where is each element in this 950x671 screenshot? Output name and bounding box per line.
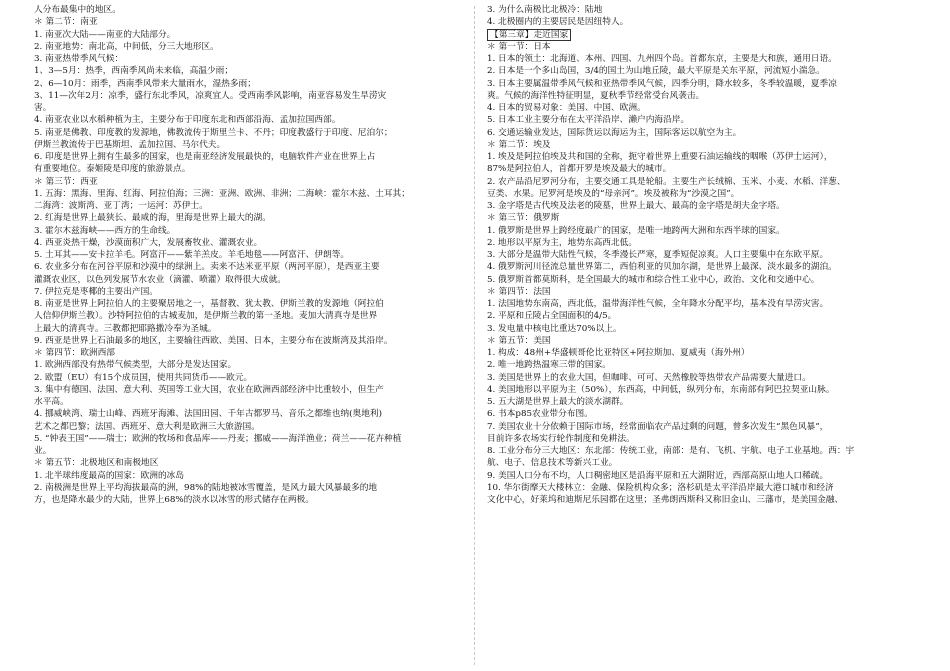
right-line: 2. 唯一地跨热温寒三带的国家。: [487, 360, 611, 371]
left-line: 2. 南极洲是世界上平均海拔最高的洲，98%的陆地被冰雪覆盖，是风力最大风暴最多的地: [34, 482, 378, 493]
right-line: 1. 埃及是阿拉伯埃及共和国的全称，扼守着世界上重要石油运输线的咽喉（苏伊士运河），: [487, 152, 833, 162]
left-line: 二海湾：波斯湾、亚丁湾；一运河：苏伊士。: [34, 201, 208, 211]
chapter-heading: [487, 29, 925, 41]
left-line: 上最大的清真寺。三教都把耶路撒冷奉为圣城。: [34, 323, 217, 334]
left-line: 3. 霍尔木兹海峡——西方的生命线。: [34, 225, 176, 236]
left-line: ＊ 第三节：西亚: [34, 176, 98, 187]
left-line: 7. 伊拉克是枣椰的主要出产国。: [34, 286, 158, 297]
right-line: 文化中心，好莱坞和迪斯尼乐园都在这里；圣弗朗西斯科又称旧金山、三藩市，是美国金融、: [487, 495, 844, 505]
left-line: 1. 欧洲西部没有热带气候类型，大部分是发达国家。: [34, 360, 237, 371]
left-line: 5. 南亚是佛教、印度教的发源地，佛教流传于斯里兰卡、不丹；印度教盛行于印度、尼泊尔；: [34, 127, 393, 138]
right-column: [487, 4, 925, 671]
right-line: 航、电子、信息技术等新兴工业。: [487, 458, 618, 469]
right-line: 爽。气候的海洋性特征明显，夏秋季节经常受台风袭击。: [487, 90, 705, 101]
right-line: 2. 日本是一个多山岛国，3/4的国土为山地丘陵，最大平原是关东平原，河流短小湍急。: [487, 66, 825, 77]
left-line: 4. 西亚炎热干燥，沙漠面积广大，发展畜牧业、灌溉农业。: [34, 237, 263, 248]
right-line: 3. 日本主要属温带季风气候和亚热带季风气候，四季分明，降水较多，冬季较温暖，夏季凉: [487, 78, 837, 89]
left-line: 2、6—10月：雨季，西南季风带来大量雨水，湿热多雨；: [34, 78, 256, 89]
right-line: 2. 地形以平原为主，地势东高西北低。: [487, 237, 638, 248]
right-line: ＊ 第三节：俄罗斯: [487, 213, 560, 224]
right-line: ＊ 第五节：美国: [487, 335, 551, 346]
right-line: 3. 发电量中核电比重达70%以上。: [487, 323, 622, 334]
right-line: 6. 书本p85农业带分布图。: [487, 409, 593, 420]
left-line: 2. 红海是世界上最狭长、最咸的海，里海是世界上最大的湖。: [34, 213, 271, 224]
left-line: 3. 南亚热带季风气候：: [34, 54, 124, 64]
right-line: 4. 北极圈内的主要居民是因纽特人。: [487, 17, 629, 28]
right-line: 1. 俄罗斯是世界上跨经度最广的国家，是唯一地跨两大洲和东西半球的国家。: [487, 225, 785, 236]
right-line: 3. 大部分是温带大陆性气候，冬季漫长严寒，夏季短促凉爽。人口主要集中在东欧平原。: [487, 250, 829, 260]
right-line: 5. 五大湖是世界上最大的淡水湖群。: [487, 397, 629, 407]
right-line: 10. 华尔街摩天大楼林立：金融、保险机构众多；洛杉矶是太平洋沿岸最大港口城市和经济: [487, 482, 834, 493]
left-line: 有重要地位。泰姬陵是印度的旅游景点。: [34, 164, 191, 175]
right-line: 6. 交通运输业发达，国际货运以海运为主，国际客运以航空为主。: [487, 127, 742, 138]
left-line: 9. 西亚是世界上石油最多的地区，主要输往西欧、美国、日本，主要分布在波斯湾及其沿岸。: [34, 335, 393, 346]
right-line: 2. 农产品沿尼罗河分布，主要交通工具是轮船。主要生产长绒棉、玉米、小麦、水稻、洋葱、: [487, 176, 846, 187]
left-line: 6. 印度是世界上拥有生最多的国家，也是南亚经济发展最快的，电脑软件产业在世界上占: [34, 152, 376, 162]
left-line: 1、3—5月：热季，西南季风尚未来临，高温少雨；: [34, 66, 234, 77]
left-line: ＊ 第二节：南亚: [34, 17, 98, 28]
left-line: 1. 南亚次大陆——南亚的大陆部分。: [34, 29, 176, 40]
left-line: 5. “钟表王国”——瑞士；欧洲的牧场和食品库——丹麦；挪威——海洋渔业；荷兰——花卉种植: [34, 433, 402, 444]
right-line: 目前许多农场实行轮作制度和免耕法。: [487, 433, 635, 444]
left-line: 水平高。: [34, 397, 69, 407]
left-line: 1. 五海：黑海、里海、红海、阿拉伯海；三洲：亚洲、欧洲、非洲；二海峡：霍尔木兹、土耳其；: [34, 188, 410, 199]
right-line: 1. 法国地势东南高，西北低，温带海洋性气候，全年降水分配平均，基本没有旱涝灾害。: [487, 299, 829, 309]
left-line: 人信仰伊斯兰教）。沙特阿拉伯的古城麦加，是伊斯兰教的第一圣地。麦加大清真寺是世界: [34, 311, 378, 322]
left-line: 4. 挪威峡湾、瑞士山峰、西班牙海滩、法国田园、千年古都罗马、音乐之都维也纳(奥地利): [34, 409, 382, 420]
left-line: 3. 集中有德国、法国、意大利、英国等工业大国，农业在欧洲西部经济中比重较小，但生产: [34, 384, 384, 395]
right-line: ＊ 第一节：日本: [487, 41, 551, 52]
left-line: 2. 南亚地势：南北高，中间低，分三大地形区。: [34, 41, 219, 52]
right-line: 3. 为什么南极比北极冷：陆地: [487, 5, 603, 15]
left-line: 6. 农业多分布在河谷平原和沙漠中的绿洲上。卖来不达米亚平原（两河平原），是西亚主要: [34, 262, 380, 273]
left-line: 4. 南亚农业以水稻种植为主，主要分布于印度东北和西部沿海、孟加拉国西部。: [34, 115, 341, 126]
left-line: 方，也是降水最少的大陆，世界上68%的淡水以冰雪的形式储存在两极。: [34, 495, 314, 505]
right-line: 7. 美国农业十分依赖于国际市场，经常面临农产品过剩的问题，曾多次发生“黑色风暴”，: [487, 421, 829, 432]
right-line: 9. 美国人口分布不均，人口稠密地区是沿海平原和五大湖附近，西部高原山地人口稀疏。: [487, 470, 829, 481]
right-line: 5. 俄罗斯首都莫斯科，是全国最大的城市和综合性工业中心，政治、文化和交通中心。: [487, 274, 820, 285]
right-line: 3. 美国是世界上的农业大国，但咖啡、可可、天然橡胶等热带农产品需要大量进口。: [487, 372, 811, 383]
left-line: 艺术之都巴黎；法国、西班牙、意大利是欧洲三大旅游国。: [34, 421, 260, 432]
left-column: [34, 4, 466, 671]
left-line: 人分布最集中的地区。: [34, 5, 121, 15]
right-line: 1. 构成：48州+华盛顿哥伦比亚特区+阿拉斯加、夏威夷（海外州）: [487, 348, 750, 358]
right-line: ＊ 第四节：法国: [487, 286, 551, 297]
right-line: 3. 金字塔是古代埃及法老的陵墓，世界上最大、最高的金字塔是胡夫金字塔。: [487, 201, 785, 211]
left-line: ＊ 第四节：欧洲西部: [34, 348, 115, 358]
chapter-heading-text: 【第三章】走近国家: [487, 29, 571, 41]
right-line: ＊ 第二节：埃及: [487, 139, 551, 150]
left-line: 业。: [34, 446, 52, 456]
right-line: 1. 日本的领土：北海道、本州、四国、九州四个岛。首都东京，主要是大和族，通用日语。: [487, 54, 837, 64]
right-line: 4. 美国地形以平原为主（50%），东西高，中间低，纵列分布，东南部有阿巴拉契亚山脉。: [487, 384, 835, 395]
right-line: 4. 日本的贸易对象：美国、中国、欧洲。: [487, 103, 646, 113]
left-line: 灌溉农业区，以色列发展节水农业（滴灌、喷灌）取得很大成就。: [34, 274, 286, 285]
left-line: 8. 南亚是世界上阿拉伯人的主要聚居地之一，基督教、犹太教、伊斯兰教的发源地（阿拉伯: [34, 299, 384, 309]
right-line: 4. 俄罗斯河川径流总量世界第二，西伯利亚的贝加尔湖，是世界上最深、淡水最多的湖泊。: [487, 262, 837, 273]
right-line: 8. 工业分布分三大地区：东北部：传统工业，南部：是有、飞机、宇航、电子工业基地。西：宇: [487, 446, 855, 456]
right-line: 豆类、水果。尼罗河是埃及的“母亲河”。埃及被称为“沙漠之国”。: [487, 188, 740, 199]
left-line: ＊ 第五节：北极地区和南极地区: [34, 458, 159, 469]
left-line: 伊斯兰教流传于巴基斯坦、孟加拉国、马尔代夫。: [34, 139, 226, 150]
right-line: 2. 平原和丘陵占全国面积的4/5。: [487, 311, 617, 322]
column-divider: [474, 6, 475, 665]
right-line: 87%是阿拉伯人，首都开罗是埃及最大的城市。: [487, 164, 672, 175]
left-line: 1. 北半球纬度最高的国家：欧洲的冰岛: [34, 470, 185, 481]
left-line: 5. 土耳其——安卡拉羊毛。阿富汗——紫羊羔皮。羊毛地毯——阿富汗、伊朗等。: [34, 250, 350, 260]
left-line: 2. 欧盟（EU）有15个成员国，使用共同货币——欧元。: [34, 372, 253, 383]
right-line: 5. 日本工业主要分布在太平洋沿岸、濑户内海沿岸。: [487, 115, 690, 126]
left-line: 3、11—次年2月：凉季，盛行东北季风，凉爽宜人。受西南季风影响，南亚容易发生旱涝灾: [34, 90, 387, 101]
left-line: 害。: [34, 103, 52, 113]
